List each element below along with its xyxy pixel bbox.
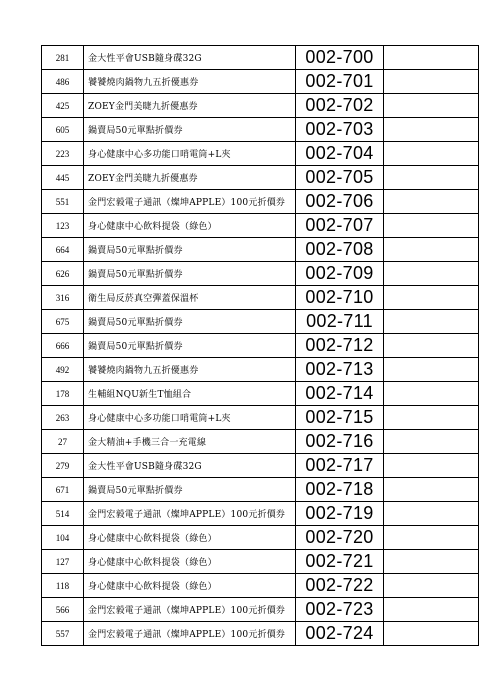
table-row <box>42 190 479 214</box>
prize-name-cell: 鍋賣局50元單點折價券 <box>84 238 296 262</box>
blank-cell <box>384 286 479 310</box>
number-cell: 492 <box>42 358 84 382</box>
table-row <box>42 238 479 262</box>
table-row <box>42 598 479 622</box>
table-row <box>42 478 479 502</box>
code-cell: 002-714 <box>296 382 384 406</box>
prize-name-cell: 身心健康中心飲料提袋（綠色） <box>84 574 296 598</box>
prize-name-cell: 金門宏毅電子通訊（燦坤APPLE）100元折價券 <box>84 622 296 646</box>
code-cell: 002-711 <box>296 310 384 334</box>
number-cell: 118 <box>42 574 84 598</box>
code-cell: 002-704 <box>296 142 384 166</box>
blank-cell <box>384 382 479 406</box>
prize-name-cell: 身心健康中心多功能口哨電筒+L夾 <box>84 142 296 166</box>
number-cell: 566 <box>42 598 84 622</box>
number-cell: 445 <box>42 166 84 190</box>
table-row <box>42 142 479 166</box>
blank-cell <box>384 238 479 262</box>
prize-name-cell: 身心健康中心飲料提袋（綠色） <box>84 214 296 238</box>
prize-table <box>41 45 479 646</box>
prize-name-cell: 金大精油+手機三合一充電線 <box>84 430 296 454</box>
number-cell: 675 <box>42 310 84 334</box>
blank-cell <box>384 118 479 142</box>
blank-cell <box>384 142 479 166</box>
table-row <box>42 526 479 550</box>
code-cell: 002-723 <box>296 598 384 622</box>
table-row <box>42 214 479 238</box>
blank-cell <box>384 310 479 334</box>
prize-name-cell: 金門宏毅電子通訊（燦坤APPLE）100元折價券 <box>84 598 296 622</box>
blank-cell <box>384 190 479 214</box>
number-cell: 127 <box>42 550 84 574</box>
code-cell: 002-719 <box>296 502 384 526</box>
table-row <box>42 166 479 190</box>
table-row <box>42 550 479 574</box>
number-cell: 27 <box>42 430 84 454</box>
blank-cell <box>384 622 479 646</box>
code-cell: 002-710 <box>296 286 384 310</box>
code-cell: 002-707 <box>296 214 384 238</box>
blank-cell <box>384 262 479 286</box>
code-cell: 002-703 <box>296 118 384 142</box>
code-cell: 002-718 <box>296 478 384 502</box>
prize-name-cell: 饕饕燒肉鍋物九五折優惠券 <box>84 70 296 94</box>
blank-cell <box>384 46 479 70</box>
prize-name-cell: 鍋賣局50元單點折價券 <box>84 118 296 142</box>
code-cell: 002-722 <box>296 574 384 598</box>
prize-name-cell: 饕饕燒肉鍋物九五折優惠券 <box>84 358 296 382</box>
table-row <box>42 310 479 334</box>
number-cell: 671 <box>42 478 84 502</box>
blank-cell <box>384 550 479 574</box>
blank-cell <box>384 334 479 358</box>
prize-name-cell: 金門宏毅電子通訊（燦坤APPLE）100元折價券 <box>84 502 296 526</box>
code-cell: 002-705 <box>296 166 384 190</box>
code-cell: 002-709 <box>296 262 384 286</box>
prize-name-cell: 鍋賣局50元單點折價券 <box>84 262 296 286</box>
number-cell: 486 <box>42 70 84 94</box>
number-cell: 281 <box>42 46 84 70</box>
prize-name-cell: 鍋賣局50元單點折價券 <box>84 478 296 502</box>
table-row <box>42 406 479 430</box>
prize-name-cell: 身心健康中心多功能口哨電筒+L夾 <box>84 406 296 430</box>
number-cell: 223 <box>42 142 84 166</box>
code-cell: 002-717 <box>296 454 384 478</box>
blank-cell <box>384 94 479 118</box>
table-row <box>42 286 479 310</box>
code-cell: 002-708 <box>296 238 384 262</box>
number-cell: 664 <box>42 238 84 262</box>
blank-cell <box>384 430 479 454</box>
table-row <box>42 262 479 286</box>
code-cell: 002-716 <box>296 430 384 454</box>
code-cell: 002-720 <box>296 526 384 550</box>
blank-cell <box>384 358 479 382</box>
prize-name-cell: 身心健康中心飲料提袋（綠色） <box>84 550 296 574</box>
blank-cell <box>384 502 479 526</box>
code-cell: 002-712 <box>296 334 384 358</box>
prize-name-cell: 鍋賣局50元單點折價券 <box>84 334 296 358</box>
number-cell: 263 <box>42 406 84 430</box>
number-cell: 316 <box>42 286 84 310</box>
prize-name-cell: 身心健康中心飲料提袋（綠色） <box>84 526 296 550</box>
blank-cell <box>384 166 479 190</box>
table-row <box>42 430 479 454</box>
code-cell: 002-715 <box>296 406 384 430</box>
number-cell: 425 <box>42 94 84 118</box>
code-cell: 002-721 <box>296 550 384 574</box>
number-cell: 514 <box>42 502 84 526</box>
blank-cell <box>384 454 479 478</box>
code-cell: 002-700 <box>296 46 384 70</box>
blank-cell <box>384 406 479 430</box>
prize-name-cell: 金門宏毅電子通訊（燦坤APPLE）100元折價券 <box>84 190 296 214</box>
number-cell: 178 <box>42 382 84 406</box>
blank-cell <box>384 478 479 502</box>
code-cell: 002-701 <box>296 70 384 94</box>
table-row <box>42 70 479 94</box>
prize-name-cell: 金大性平會USB隨身碟32G <box>84 46 296 70</box>
table-body <box>42 46 479 646</box>
code-cell: 002-724 <box>296 622 384 646</box>
blank-cell <box>384 70 479 94</box>
blank-cell <box>384 574 479 598</box>
number-cell: 279 <box>42 454 84 478</box>
number-cell: 666 <box>42 334 84 358</box>
table-row <box>42 358 479 382</box>
table-row <box>42 94 479 118</box>
number-cell: 551 <box>42 190 84 214</box>
table-row <box>42 382 479 406</box>
prize-name-cell: 衛生局反菸真空彈蓋保溫杯 <box>84 286 296 310</box>
code-cell: 002-713 <box>296 358 384 382</box>
table-row <box>42 46 479 70</box>
number-cell: 104 <box>42 526 84 550</box>
number-cell: 557 <box>42 622 84 646</box>
number-cell: 123 <box>42 214 84 238</box>
table-row <box>42 118 479 142</box>
table-row <box>42 502 479 526</box>
prize-name-cell: ZOEY金門美睫九折優惠券 <box>84 94 296 118</box>
number-cell: 626 <box>42 262 84 286</box>
prize-name-cell: 金大性平會USB隨身碟32G <box>84 454 296 478</box>
table-row <box>42 622 479 646</box>
code-cell: 002-706 <box>296 190 384 214</box>
prize-name-cell: ZOEY金門美睫九折優惠券 <box>84 166 296 190</box>
prize-name-cell: 生輔組NQU新生T恤組合 <box>84 382 296 406</box>
blank-cell <box>384 526 479 550</box>
table-row <box>42 574 479 598</box>
prize-name-cell: 鍋賣局50元單點折價券 <box>84 310 296 334</box>
table-row <box>42 454 479 478</box>
blank-cell <box>384 598 479 622</box>
code-cell: 002-702 <box>296 94 384 118</box>
number-cell: 605 <box>42 118 84 142</box>
blank-cell <box>384 214 479 238</box>
table-row <box>42 334 479 358</box>
